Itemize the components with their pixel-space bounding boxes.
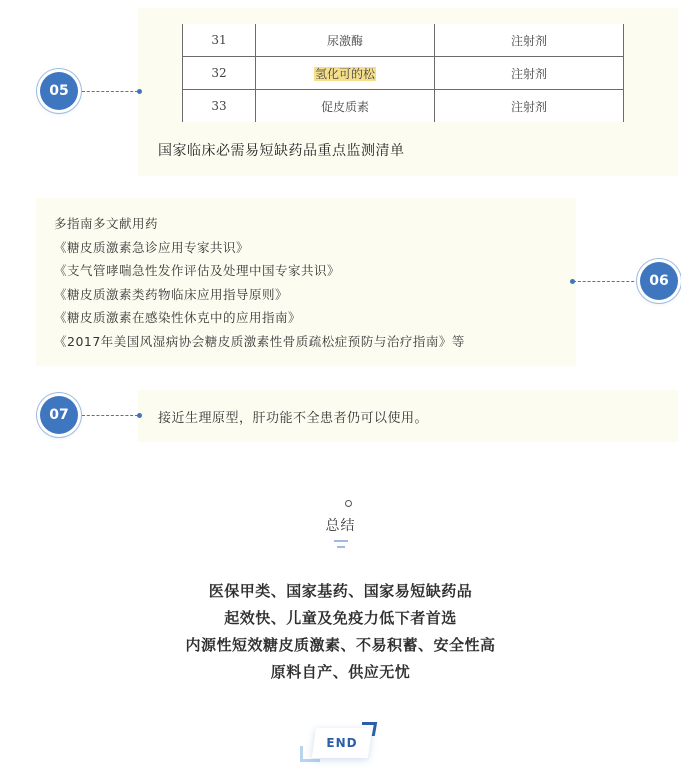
cell-number-text: 32 [211, 66, 227, 80]
connector-05 [82, 91, 138, 92]
summary-divider [334, 540, 348, 542]
guideline-list-item: 多指南多文献用药 [54, 216, 159, 231]
connector-05-dot [137, 89, 142, 94]
summary-title: 总结 [325, 518, 356, 534]
end-label: END [326, 736, 358, 750]
cell-number-text: 33 [211, 99, 227, 113]
guideline-list-item: 《支气管哮喘急性发作评估及处理中国专家共识》 [54, 263, 341, 278]
table-row [183, 24, 624, 57]
guideline-list-item: 《糖皮质激素在感染性休克中的应用指南》 [54, 310, 302, 325]
summary-line: 内源性短效糖皮质激素、不易积蓄、安全性高 [185, 636, 496, 654]
drug-table [182, 24, 624, 122]
section-07-text: 接近生理原型，肝功能不全患者仍可以使用。 [158, 411, 429, 426]
summary-line: 起效快、儿童及免疫力低下者首选 [224, 609, 457, 627]
cell-dosage-form [435, 24, 624, 57]
cell-number [183, 57, 256, 90]
guideline-list-item: 《糖皮质激素类药物临床应用指导原则》 [54, 286, 289, 302]
cell-number [183, 24, 256, 57]
cell-drug-name-text: 促皮质素 [320, 99, 369, 114]
cell-dosage-form [435, 57, 624, 90]
guideline-list-item: 《2017年美国风湿病协会糖皮质激素性骨质疏松症预防与治疗指南》等 [54, 333, 465, 349]
cell-dosage-form-text: 注射剂 [510, 33, 547, 48]
table-row [183, 57, 624, 90]
connector-06 [573, 281, 639, 282]
guideline-list [54, 212, 465, 353]
guideline-list-item: 《糖皮质激素急诊应用专家共识》 [54, 239, 250, 255]
summary-line: 原料自产、供应无忧 [270, 663, 411, 681]
section-05-caption: 国家临床必需易短缺药品重点监测清单 [158, 143, 405, 159]
cell-dosage-form-text: 注射剂 [510, 99, 547, 114]
cell-number-text: 31 [211, 33, 227, 47]
summary-divider [337, 546, 345, 548]
table-row [183, 90, 624, 123]
cell-dosage-form-text: 注射剂 [510, 66, 547, 81]
cell-drug-name [256, 57, 435, 90]
connector-07-dot [137, 413, 142, 418]
end-corner-decoration [300, 759, 320, 762]
cell-number [183, 90, 256, 123]
cell-drug-name [256, 24, 435, 57]
connector-07 [82, 415, 138, 416]
cell-drug-name-text: 尿激酶 [326, 33, 363, 48]
cell-dosage-form [435, 90, 624, 123]
badge-05: 05 [40, 72, 78, 110]
badge-07: 07 [40, 396, 78, 434]
section-06-card [36, 198, 576, 366]
section-05-card [138, 8, 678, 176]
section-07-card [138, 390, 678, 442]
badge-06: 06 [640, 262, 678, 300]
cell-drug-name-text: 氢化可的松 [314, 66, 375, 81]
cell-drug-name [256, 90, 435, 123]
summary-line: 医保甲类、国家基药、国家易短缺药品 [208, 582, 473, 600]
summary-ring-icon [345, 500, 352, 507]
summary-lines [0, 578, 681, 686]
